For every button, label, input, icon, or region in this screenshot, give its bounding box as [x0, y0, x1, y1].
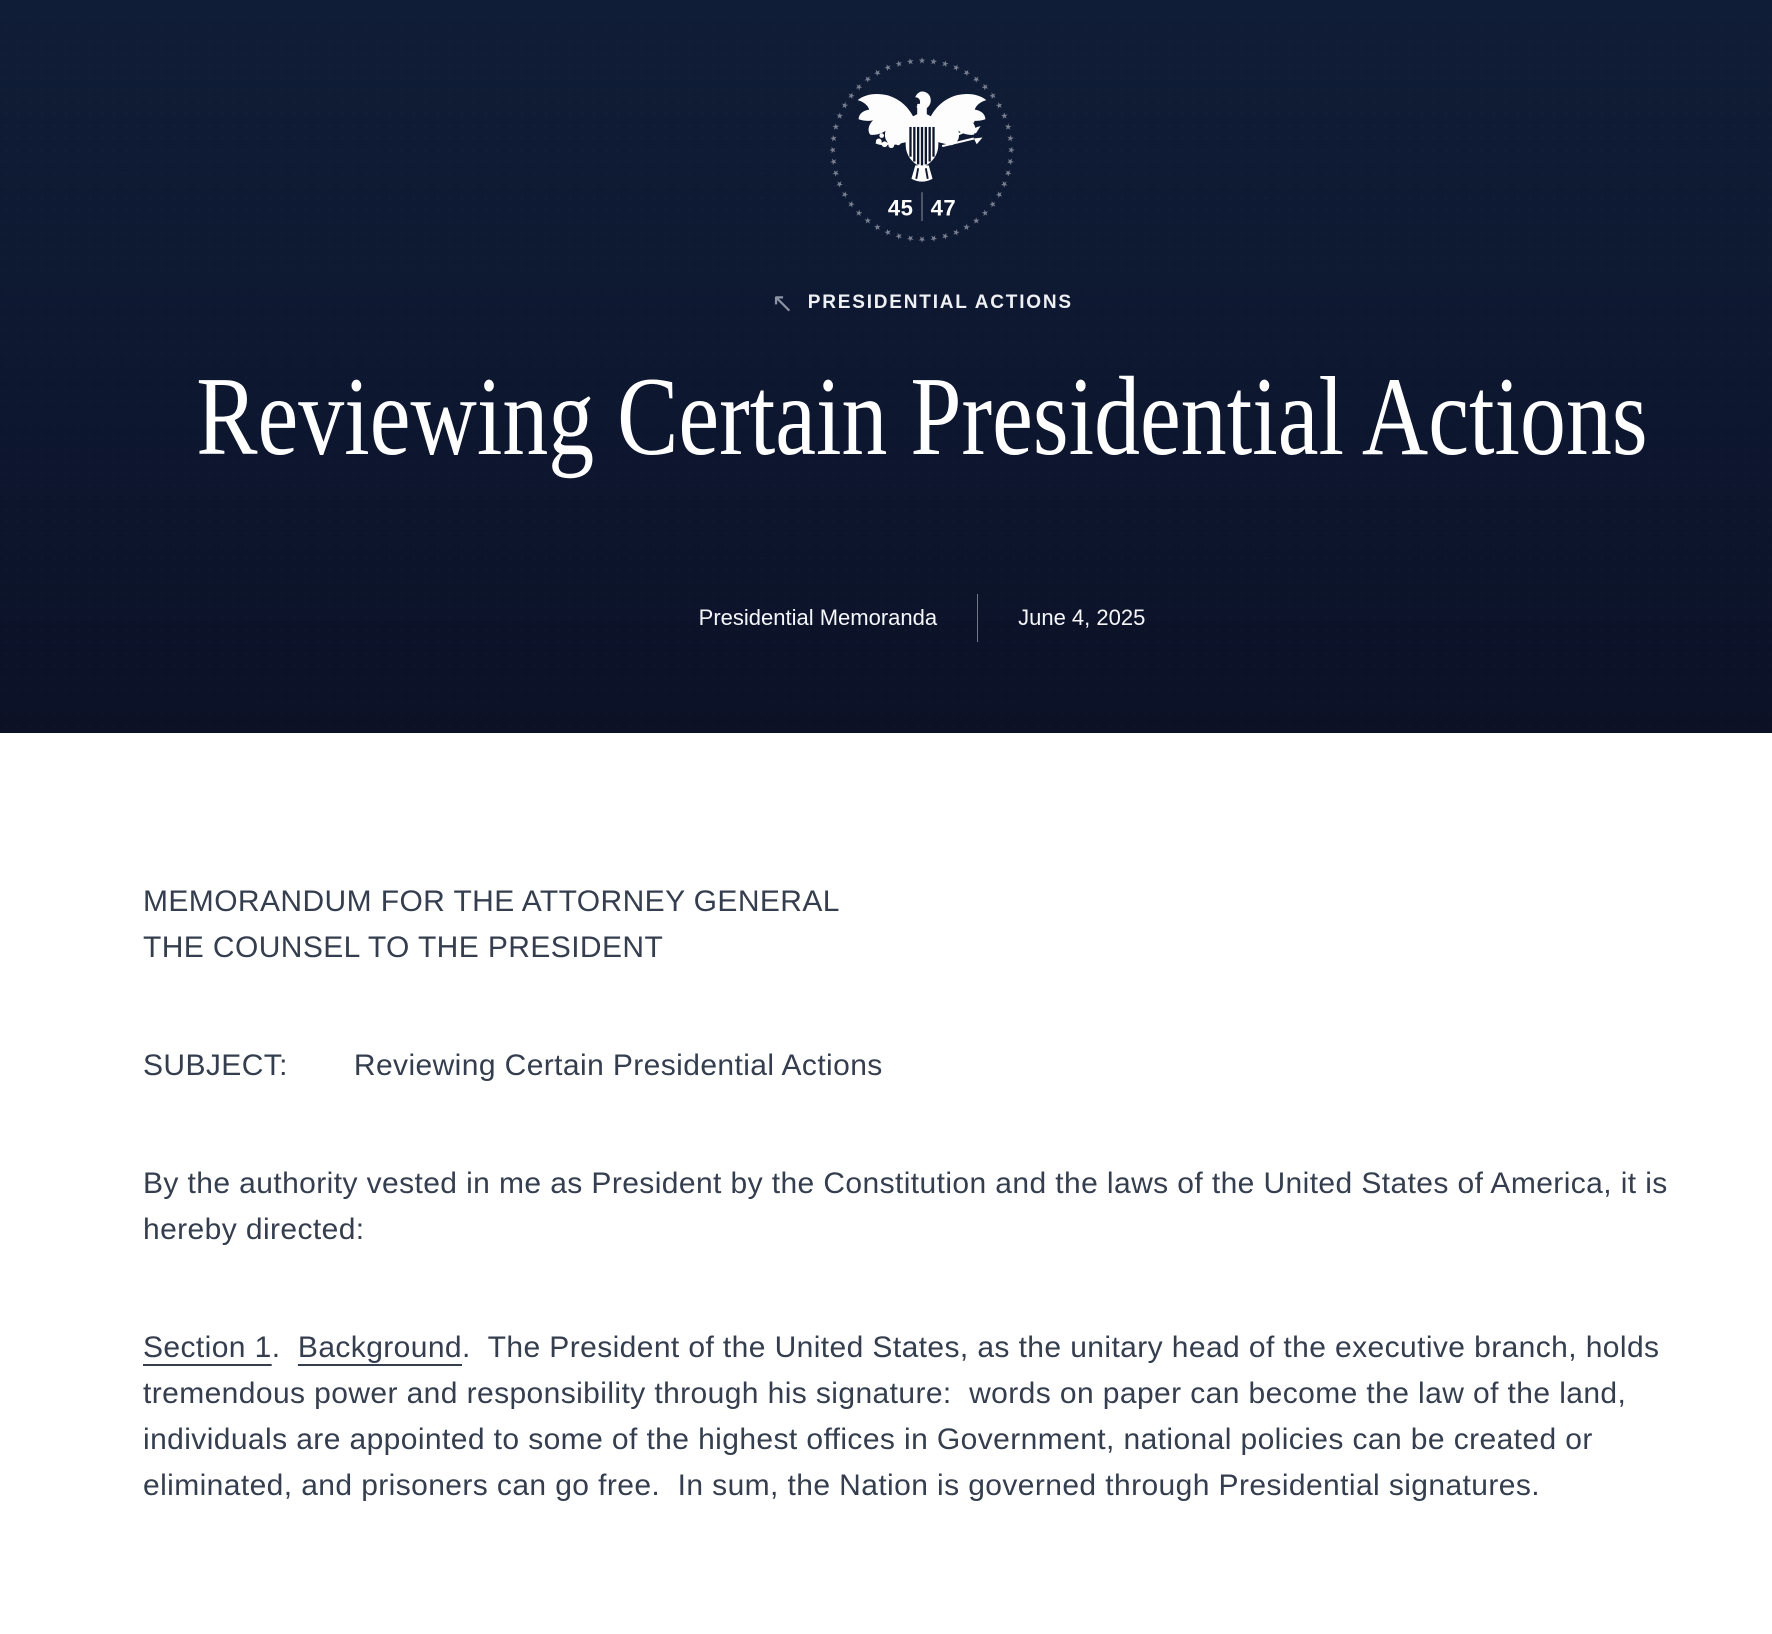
svg-text:★: ★ — [970, 72, 983, 86]
hero-header — [0, 0, 1772, 733]
svg-text:★: ★ — [893, 230, 904, 243]
svg-text:★: ★ — [1005, 133, 1017, 143]
subject-label: SUBJECT: — [143, 1049, 288, 1082]
svg-text:★: ★ — [871, 66, 884, 79]
svg-text:★: ★ — [1002, 168, 1015, 179]
svg-text:★: ★ — [940, 57, 951, 70]
arrow-up-left-icon: ↖ — [771, 288, 794, 319]
svg-text:★: ★ — [893, 57, 904, 70]
svg-text:★: ★ — [950, 61, 962, 74]
memo-recipient-line-1: MEMORANDUM FOR THE ATTORNEY GENERAL — [143, 885, 840, 918]
svg-text:★: ★ — [871, 221, 884, 234]
section-1-title: Background — [297, 1331, 463, 1364]
svg-text:★: ★ — [882, 61, 894, 74]
svg-text:★: ★ — [829, 121, 842, 132]
svg-text:★: ★ — [861, 214, 874, 228]
memo-recipients — [143, 879, 1673, 971]
svg-text:★: ★ — [986, 89, 1000, 102]
section-1-body: . The President of the United States, as the unitary head of the executive branch, holds tremendous power and responsibility through his signature: words on paper can become the law of the land, individuals are appointed to some of the highest offices in Government, national policies can be created or eliminated, and prisoners can go free. In sum, the Nation is governed through Presidential signatures. — [143, 1331, 1669, 1502]
presidential-seal-eagle-icon — [826, 54, 1018, 246]
svg-text:★: ★ — [833, 110, 846, 122]
svg-text:★: ★ — [998, 110, 1011, 122]
svg-text:★: ★ — [838, 99, 851, 112]
svg-text:★: ★ — [905, 55, 915, 67]
svg-text:★: ★ — [1002, 121, 1015, 132]
eagle-silhouette — [858, 91, 987, 181]
memo-intro: By the authority vested in me as President by the Constitution and the laws of the United States of America, it is hereby directed: — [143, 1167, 1677, 1246]
memo-recipient-line-2: THE COUNSEL TO THE PRESIDENT — [143, 931, 664, 964]
section-1-sep: . — [271, 1331, 298, 1364]
svg-text:★: ★ — [986, 198, 1000, 211]
svg-text:★: ★ — [1005, 157, 1017, 167]
svg-text:★: ★ — [852, 80, 866, 94]
memo-subject — [143, 1043, 1673, 1089]
svg-text:★: ★ — [918, 234, 926, 245]
svg-text:★: ★ — [978, 206, 992, 220]
svg-text:★: ★ — [993, 99, 1006, 112]
svg-text:★: ★ — [950, 226, 962, 239]
breadcrumb-label: PRESIDENTIAL ACTIONS — [807, 292, 1073, 314]
section-1-number: Section 1 — [143, 1331, 272, 1364]
svg-text:★: ★ — [827, 157, 839, 167]
svg-text:★: ★ — [998, 178, 1011, 190]
breadcrumb-presidential-actions[interactable] — [771, 290, 1073, 317]
term-47: 47 — [930, 195, 957, 221]
svg-text:★: ★ — [861, 72, 874, 86]
svg-text:★: ★ — [905, 233, 915, 245]
svg-text:★: ★ — [833, 178, 846, 190]
svg-text:★: ★ — [852, 206, 866, 220]
memo-section-1 — [143, 1325, 1673, 1509]
svg-text:★: ★ — [918, 55, 926, 66]
svg-text:★: ★ — [940, 230, 951, 243]
publish-date: June 4, 2025 — [1018, 604, 1146, 630]
svg-text:★: ★ — [960, 221, 973, 234]
memo-content — [0, 733, 1677, 1509]
svg-text:★: ★ — [1006, 146, 1017, 154]
svg-text:★: ★ — [978, 80, 992, 94]
svg-text:★: ★ — [929, 233, 939, 245]
svg-text:★: ★ — [827, 146, 838, 154]
page-title: Reviewing Certain Presidential Actions — [196, 355, 1648, 479]
svg-text:★: ★ — [827, 133, 839, 143]
meta-divider — [977, 594, 978, 642]
svg-text:★: ★ — [829, 168, 842, 179]
meta-row — [699, 594, 1146, 642]
svg-text:★: ★ — [844, 89, 858, 102]
term-45: 45 — [887, 195, 914, 221]
svg-text:★: ★ — [970, 214, 983, 228]
svg-text:★: ★ — [993, 188, 1006, 201]
subject-value: Reviewing Certain Presidential Actions — [353, 1049, 883, 1082]
svg-text:★: ★ — [882, 226, 894, 239]
svg-text:★: ★ — [838, 188, 851, 201]
presidential-seal-logo[interactable] — [826, 54, 1018, 246]
category-link[interactable]: Presidential Memoranda — [698, 604, 938, 630]
svg-text:★: ★ — [960, 66, 973, 79]
svg-text:★: ★ — [929, 55, 939, 67]
svg-text:★: ★ — [844, 198, 858, 211]
